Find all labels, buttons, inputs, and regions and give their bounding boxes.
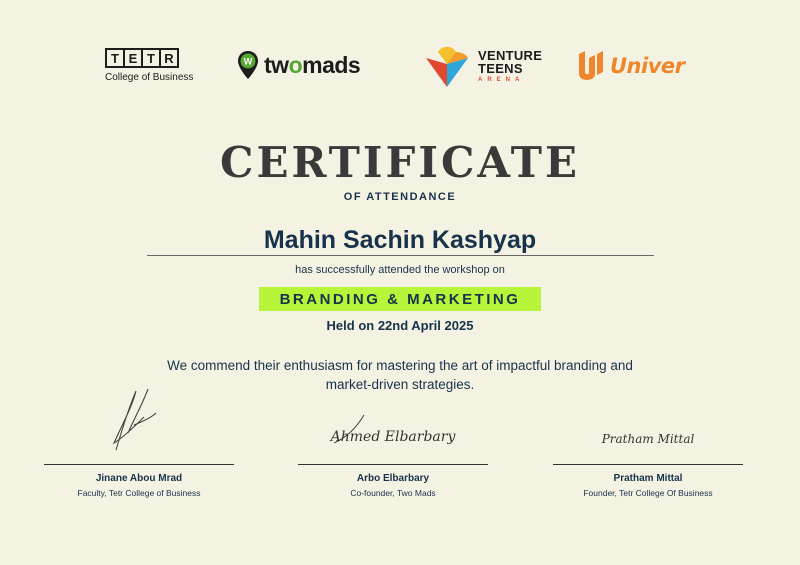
recipient-name: Mahin Sachin Kashyap [263, 226, 537, 254]
signatory-role: Co-founder, Two Mads [350, 488, 436, 498]
signature-image [44, 385, 234, 465]
signatory-role: Faculty, Tetr College of Business [77, 488, 201, 498]
univer-wordmark: Univer [610, 54, 685, 78]
attended-text: has successfully attended the workshop on [295, 264, 505, 276]
signature-line [44, 464, 234, 465]
univer-u-icon [576, 50, 606, 82]
tetr-letter: T [105, 48, 125, 68]
signature-block [298, 385, 488, 505]
signatory-name: Jinane Abou Mrad [95, 473, 183, 484]
logo-row [0, 44, 800, 92]
map-pin-icon [237, 50, 259, 80]
signature-script: Pratham Mittal [601, 432, 695, 446]
venture-teens-line2: TEENS [478, 61, 523, 76]
signatory-name: Arbo Elbarbary [356, 473, 430, 484]
twomads-badge: W [243, 56, 253, 67]
commendation-text: We commend their enthusiasm for mastering the art of impactful branding and market-driven strategies. [167, 358, 633, 392]
name-underline [147, 255, 654, 256]
signature-script: Ahmed Elbarbary [330, 429, 456, 445]
twomads-logo [237, 50, 360, 80]
held-date: Held on 22nd April 2025 [326, 318, 474, 333]
venture-teens-emblem-icon [424, 44, 470, 88]
certificate-subtitle: OF ATTENDANCE [343, 191, 457, 203]
tetr-letter: R [159, 48, 179, 68]
univer-logo [576, 50, 685, 82]
workshop-title: BRANDING & MARKETING [259, 287, 541, 311]
tetr-letter: T [141, 48, 161, 68]
venture-teens-logo [424, 44, 542, 88]
signature-block [44, 385, 234, 505]
tetr-subtitle: College of Business [105, 72, 194, 83]
signatory-name: Pratham Mittal [613, 473, 683, 484]
signature-line [553, 464, 743, 465]
certificate-title: CERTIFICATE [220, 138, 580, 187]
signature-image [298, 385, 488, 465]
tetr-letter: E [123, 48, 143, 68]
signature-line [298, 464, 488, 465]
twomads-wordmark: twomads [264, 51, 361, 78]
signatory-role: Founder, Tetr College Of Business [583, 488, 713, 498]
venture-teens-line3: ARENA [478, 77, 525, 83]
venture-teens-line1: VENTURE [478, 48, 543, 63]
signature-image [553, 385, 743, 465]
signature-block [553, 385, 743, 505]
tetr-logo [105, 48, 205, 83]
